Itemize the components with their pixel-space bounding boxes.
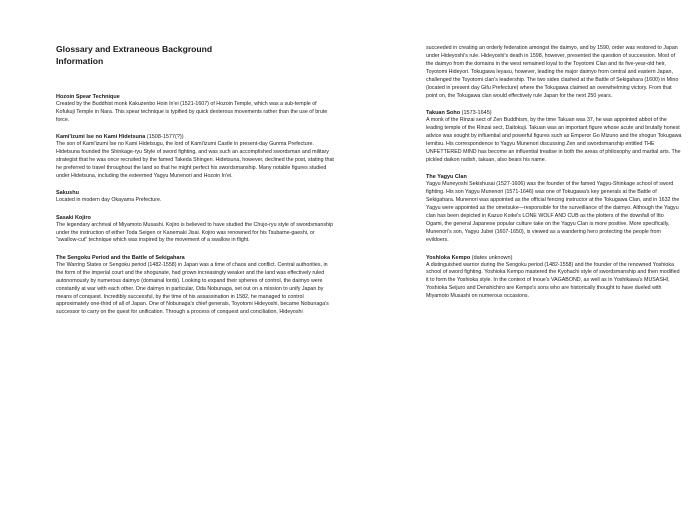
entry-heading-dates: (1508-1577(?)) <box>146 134 184 141</box>
title-line-1: Glossary and Extraneous Background <box>56 44 213 54</box>
entry-heading: Hozoin Spear Technique <box>56 94 120 100</box>
entry-text: Located in modern day Okayama Prefecture. <box>56 197 162 204</box>
entry-heading: The Sengoku Period and the Battle of Sekigahara <box>56 254 185 261</box>
glossary-entry-kamiizumi <box>56 133 334 181</box>
glossary-entry-sasaki-kojiro <box>56 214 334 246</box>
entry-text: Yagyu Muneyoshi Sekishusai (1527-1606) was the founder of the famed Yagyu-Shinkage school of sword fighting. His son Yagyu Munenori (1571-1646) was one of Tokugawa's key generals at the Battle of Sekigahara. Munenori was appointed as the official fencing instructor at the Tokugawa Clan, and in 1632 the Yagyu were appointed as the ometsuke—responsible for the surveillance of the daimyo. Although the Yagyu clan has been depicted in Kazuo Koike's LONE WOLF AND CUB as the plotters of the downfall of Itto Ogami, the general Japanese popular culture take on the Yagyu Clan is more positive. More specifically, Munenori's son, Yagyu Jubei (1607-1650), is viewed as a wandering hero protecting the people from evildoers. <box>426 181 680 244</box>
entry-heading-dates: (dates unknown) <box>471 254 513 261</box>
entry-text: The legendary archrival of Miyamoto Musashi. Kojiro is believed to have studied the Chujo-ryu style of swordsmanship under the instruction of either Toda Seigen or Kanemaki Jisai. Kojiro was renowned for his Tsubame-gaeshi, or "swallow-cut" technique which was inspired by the movement of a swallow in flight. <box>56 221 334 244</box>
sengoku-continuation <box>426 45 682 101</box>
title-line-2: Information <box>56 55 104 66</box>
glossary-entry-takuan-soho <box>426 109 682 165</box>
entry-text: A distinguished warrior during the Sengoku period (1482-1558) and the founder of the renowned Yoshioka school of sword fighting. Yoshioka Kempo mastered the Kyohachi style of swordsmanship and then modified it to form the Yoshioka style. In the context of Inoue's VAGABOND, as well as in Yoshikawa's MUSASHI, Yoshioka Seijuro and Denshichiro are Kempo's sons who are historically thought to have dueled with Miyamoto Musashi on numerous occasions. <box>426 261 680 300</box>
right-page <box>350 0 700 507</box>
entry-heading <box>426 109 682 117</box>
glossary-entry-sengoku-period <box>56 254 334 317</box>
entry-heading-name: Takuan Soho <box>426 110 461 117</box>
entry-heading: The Yagyu Clan <box>426 174 467 181</box>
entry-text: A monk of the Rinzai sect of Zen Buddhism, by the time Takuan was 37, he was appointed abbot of the leading temple of the Rinzai sect, Daitokuji. Takuan was an important figure whose acute and brutally honest advice was sought by influential and powerful figures such as Emperor Go Mizuno and the shogun Tokugawa Iemitsu. His correspondence to Yagyu Munenori discussing Zen and swordsmanship entitled THE UNFETTERED MIND has become an influential treatise in both the areas of philosophy and martial arts. The pickled daikon radish, takuan, also bears his name. <box>426 117 682 163</box>
entry-heading <box>426 254 682 262</box>
entry-text: The Warring States or Sengoku period (1482-1558) in Japan was a time of chaos and conflict. Central authorities, in the form of the imperial court and the shogunate, had grown increasingly weaker and the land was effectively ruled autonomously by numerous daimyo (domainal lords). Looking to expand their spheres of control, the daimyo were constantly at war with each other. One daimyo in particular, Oda Nobunaga, set out on a mission to unify Japan by means of conquest. Incredibly successful, by the time of his assassination in 1582, he managed to control approximately one-third of all of Japan. One of Nobunaga's chief generals, Toyotomi Hideyoshi, became Nobunaga's successor to carry on the quest for unification. Through a process of conquest and conciliation, Hideyoshi <box>56 261 329 316</box>
glossary-entry-yagyu-clan <box>426 173 682 245</box>
entry-text: Created by the Buddhist monk Kakuzenbo Hoin In'ei (1521-1607) of Hozoin Temple, which was a sub-temple of Kofukuji Temple in Nara. This spear technique is typified by quick dexterous movements rather than the use of brute force. <box>56 101 328 123</box>
page-title <box>56 44 334 67</box>
entry-heading: Sasaki Kojiro <box>56 214 91 221</box>
glossary-entry-hozoin <box>56 93 334 125</box>
entry-text: The son of Kami'izumi Ise no Kami Hidetsugu, the lord of Kami'izumi Castle in present-day Gunma Prefecture. Hidetsuna founded the Shinkage-ryu Style of sword fighting, and was such an accomplished swordsman and military strategist that he was once recruited by the famed Takeda Shingen. Hidetsuna, however, declined the post, stating that he preferred to travel throughout the land so that he might perfect his swordsmanship. Many notable figures studied under Hidetsuna, including the esteemed Yagyu Munenori and Hozoin In'ei. <box>56 141 334 179</box>
entry-heading-name: Yoshioka Kempo <box>426 254 471 261</box>
entry-heading-name: Kami'izumi Ise no Kami Hidetsuna <box>56 134 146 141</box>
entry-heading <box>56 133 334 141</box>
entry-heading: Sakushu <box>56 190 79 197</box>
entry-text-continued: succeeded in creating an orderly federation amongst the daimyo, and by 1590, order was restored to Japan under Hideyoshi's rule. Hideyoshi's death in 1598, however, presented the question of succession. Most of the daimyo from the domains in the west remained loyal to the Toyotomi Clan and its five-year-old heir, Toyotomi Hideyori. Tokugawa Ieyasu, however, leading the major daimyo from central and eastern Japan, challenged the Toyotomi clan's leadership. The two sides clashed at the Battle of Sekigahara (1600) in Mino (located in present day Gifu Prefecture) where the Tokugawa claimed an overwhelming victory. From that point on, the Tokugawa clan would effectively rule Japan for the next 250 years. <box>426 45 679 99</box>
entry-heading-dates: (1573-1645) <box>461 110 492 117</box>
glossary-entry-yoshioka-kempo <box>426 254 682 302</box>
glossary-entry-sakushu <box>56 189 334 205</box>
